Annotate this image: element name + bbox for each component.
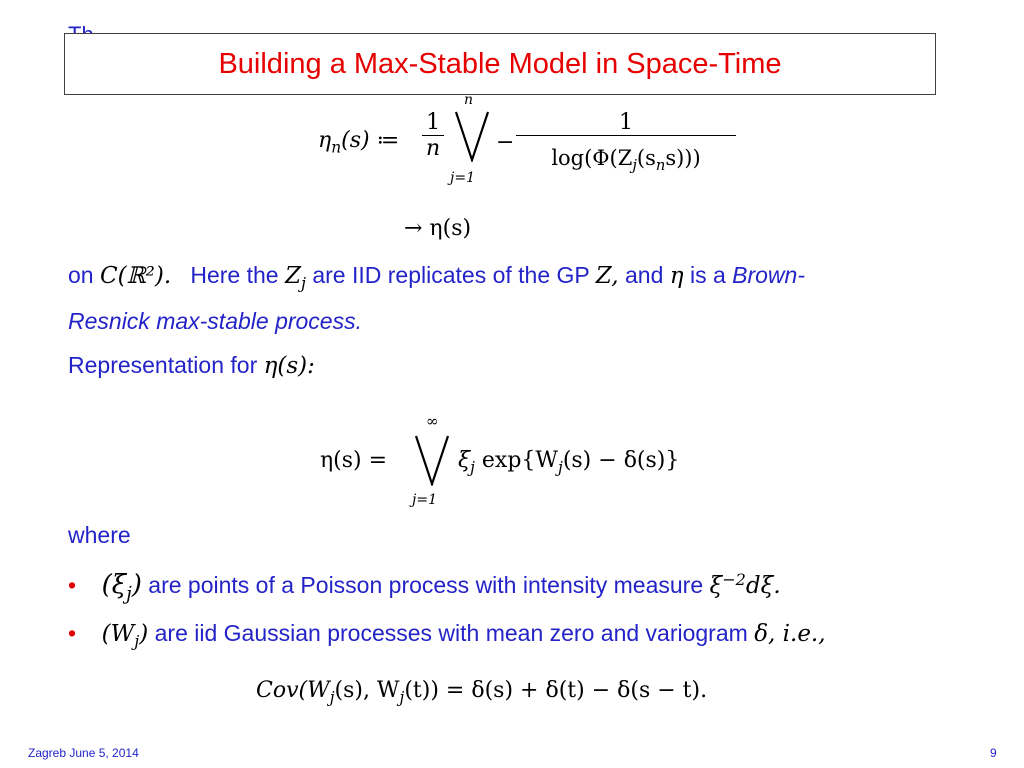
rep-vee-top: ∞	[426, 412, 439, 430]
bullet-marker: •	[68, 620, 77, 646]
log-fraction: 1 $\log(\Phi(Z_j(s_ns)))$	[516, 110, 736, 174]
one-over-n: $\frac{1}{n}$	[422, 110, 444, 161]
text-line-3: Representation for η(s):	[68, 352, 315, 379]
rep-rhs: $\xi_j$ $\exp\{W_j(s) - \delta(s)\}$	[458, 448, 680, 477]
bullet-marker: •	[68, 572, 77, 599]
text-line-2: Resnick max-stable process.	[68, 308, 362, 334]
page-number: 9	[990, 746, 997, 760]
title-box	[64, 33, 936, 95]
text-line-1: on C(ℝ²). Here the $Z_j$ are IID replicates of the GP Z, and η is a Brown-	[68, 262, 805, 293]
vee-bottom-index: j=1	[450, 170, 475, 186]
equation-covariance: $Cov(W_j(s)$, $W_j(t)) = \delta(s) + \delta(t) - \delta(s - t)$.	[256, 678, 708, 707]
big-vee-symbol-2	[412, 434, 452, 486]
equation-eta-n	[318, 92, 748, 197]
rep-vee-bottom: j=1	[412, 492, 437, 508]
slide-title: Building a Max-Stable Model in Space-Time	[218, 47, 782, 80]
eta-n-symbol: $\eta_n(s)$ ≔	[318, 128, 400, 157]
vee-top-n: n	[464, 92, 474, 108]
minus-sign: −	[496, 130, 515, 155]
equation-representation	[320, 412, 740, 512]
arrow-eta-s: → η(s)	[404, 216, 472, 241]
footer-venue-date: Zagreb June 5, 2014	[28, 746, 139, 760]
bullet-1: • $(\xi_j)$ are points of a Poisson process with intensity measure $\xi^{-2}d\xi$.	[68, 570, 781, 605]
bullet-2: • $(W_j)$ are iid Gaussian processes with mean zero and variogram δ, i.e.,	[68, 620, 826, 651]
big-vee-symbol	[452, 110, 492, 162]
rep-lhs: η(s) =	[320, 448, 388, 473]
where-label: where	[68, 522, 131, 548]
